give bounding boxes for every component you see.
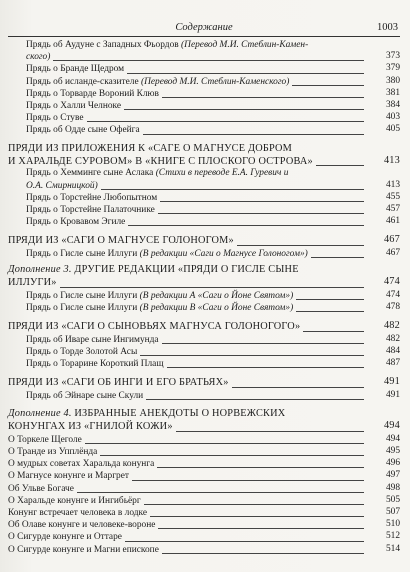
toc-entry[interactable] [8, 470, 400, 482]
toc-entry[interactable] [8, 290, 400, 302]
toc-entry[interactable] [8, 483, 400, 495]
toc-entry[interactable] [8, 434, 400, 446]
toc-entry[interactable] [8, 358, 400, 370]
toc-page: 405 [385, 124, 400, 135]
toc-entry-title: Прядь об Одде сыне Офейга [26, 125, 140, 136]
page-number: 1003 [377, 22, 398, 33]
toc-entry[interactable] [8, 446, 400, 458]
toc-entry-title: О Магнусе конунге и Маргрет [8, 471, 129, 482]
toc-entry[interactable] [8, 216, 400, 228]
toc-entry[interactable] [8, 40, 400, 51]
toc-page: 482 [385, 333, 400, 344]
toc-page: 496 [385, 458, 400, 469]
page-header [8, 0, 400, 38]
toc-entry-title: Прядь о Гисле сыне Иллуги [26, 248, 138, 259]
toc-page: 510 [385, 519, 400, 530]
toc-entry[interactable] [8, 507, 400, 519]
toc-entry[interactable] [8, 302, 400, 314]
toc-page: 381 [385, 87, 400, 98]
toc-page: 467 [385, 247, 400, 258]
toc-entry[interactable] [8, 531, 400, 543]
toc-entry-note: (В редакции «Саги о Магнусе Голоногом») [139, 248, 308, 259]
section-heading-line: ИЗБРАННЫЕ АНЕКДОТЫ О НОРВЕЖСКИХ [74, 407, 286, 419]
toc-entry[interactable] [8, 124, 400, 136]
toc-entry[interactable] [8, 76, 400, 88]
toc-entry[interactable] [8, 112, 400, 124]
toc-entry[interactable] [8, 204, 400, 216]
toc-entry-title: Об Ульве Богаче [8, 483, 74, 494]
toc-page: 487 [385, 358, 400, 369]
toc-entry[interactable] [8, 248, 400, 260]
toc-entry[interactable] [8, 458, 400, 470]
header-rule [8, 36, 400, 37]
toc-entry-note-cont: ского) [26, 52, 51, 63]
toc-page: 467 [383, 234, 400, 246]
section-heading-line: И ХАРАЛЬДЕ СУРОВОМ» В «КНИГЕ С ПЛОСКОГО ОСТРОВА» [8, 156, 313, 168]
toc-page: 498 [385, 482, 400, 493]
toc-entry-note: (В редакции А «Саги о Йоне Святом») [139, 290, 294, 301]
toc-entry-note: (Перевод М.И. Стеблин-Каменского) [140, 76, 290, 87]
toc-page: 413 [383, 155, 400, 167]
toc-entry-title: Прядь о Стуве [26, 113, 84, 124]
toc-entry-line [26, 40, 400, 51]
table-of-contents [8, 40, 400, 556]
running-head-title: Содержание [175, 22, 233, 33]
section-heading[interactable] [8, 376, 400, 389]
toc-page: 514 [385, 543, 400, 554]
toc-entry[interactable] [8, 519, 400, 531]
toc-entry-title: Прядь об исланде-сказителе [26, 76, 139, 87]
toc-entry-title: Прядь об Эйнаре сыне Скули [26, 390, 144, 401]
toc-entry[interactable] [8, 192, 400, 204]
toc-entry-title: Прядь о Гисле сыне Иллуги [26, 303, 138, 314]
toc-entry-title: Прядь о Торарине Короткий Плащ [26, 359, 164, 370]
toc-entry-note-cont: О.А. Смирницкой) [26, 180, 98, 191]
toc-entry-title: Прядь о Халли Челноке [26, 101, 122, 112]
toc-entry-title: Прядь о Бранде Щедром [26, 64, 125, 75]
toc-entry[interactable] [8, 544, 400, 556]
toc-page: 384 [385, 100, 400, 111]
toc-page: 491 [385, 389, 400, 400]
toc-page: 474 [385, 289, 400, 300]
toc-page: 494 [385, 433, 400, 444]
toc-entry-title: Прядь об Аудуне с Западных Фьордов [26, 40, 182, 50]
toc-page: 373 [385, 51, 400, 62]
toc-entry-title: Прядь об Иваре сыне Ингимунда [26, 334, 159, 345]
toc-page: 484 [385, 345, 400, 356]
toc-page: 507 [385, 506, 400, 517]
toc-entry-note: (Перевод М.И. Стеблин-Камен- [181, 40, 309, 50]
toc-entry-title: Конунг встречает человека в лодке [8, 507, 148, 518]
toc-entry-title: Прядь о Хемминге сыне Аслака [26, 168, 154, 179]
toc-entry-title: Об Олаве конунге и человеке-вороне [8, 520, 156, 531]
toc-entry[interactable] [8, 63, 400, 75]
toc-page: 478 [385, 302, 400, 313]
toc-entry-title: Прядь о Торстейне Палаточнике [26, 205, 155, 216]
section-heading-line: ДРУГИЕ РЕДАКЦИИ «ПРЯДИ О ГИСЛЕ СЫНЕ [74, 264, 299, 276]
toc-entry-title: О Торкеле Щеголе [8, 434, 82, 445]
toc-entry[interactable] [8, 168, 400, 179]
toc-page: 457 [385, 204, 400, 215]
section-heading-line: ПРЯДИ ИЗ «САГИ О СЫНОВЬЯХ МАГНУСА ГОЛОНОГОГО» [8, 321, 301, 333]
toc-page: 495 [385, 445, 400, 456]
toc-page: 474 [383, 276, 400, 288]
section-heading[interactable] [8, 234, 400, 247]
toc-page: 497 [385, 470, 400, 481]
section-heading-line: ИЛЛУГИ» [8, 277, 57, 289]
toc-page: 491 [383, 376, 400, 388]
section-heading-line: ПРЯДИ ИЗ «САГИ ОБ ИНГИ И ЕГО БРАТЬЯХ» [8, 377, 229, 389]
toc-entry-note: (Стихи в переводе Е.А. Гуревич и [155, 168, 289, 179]
toc-entry[interactable] [8, 100, 400, 112]
toc-entry-title: О Сигурде конунге и Оттаре [8, 532, 122, 543]
toc-entry-title: Прядь о Кровавом Эгиле [26, 217, 126, 228]
section-heading[interactable] [8, 408, 400, 434]
toc-page: 379 [385, 63, 400, 74]
toc-page: 482 [383, 320, 400, 332]
toc-page: 403 [385, 112, 400, 123]
toc-entry-title: О Сигурде конунге и Магни епископе [8, 544, 159, 555]
toc-entry-title: О Транде из Упплёнда [8, 446, 98, 457]
toc-entry-note: (В редакции В «Саги о Йоне Святом») [139, 303, 294, 314]
section-heading-line: КОНУНГАХ ИЗ «ГНИЛОЙ КОЖИ» [8, 421, 173, 433]
toc-entry-title: Прядь о Гисле сыне Иллуги [26, 290, 138, 301]
toc-entry[interactable] [8, 346, 400, 358]
toc-entry-title: Прядь о Торварде Вороний Клюв [26, 88, 159, 99]
toc-entry[interactable] [8, 495, 400, 507]
toc-entry-wrap-first [26, 40, 308, 50]
toc-entry-title: Прядь о Торде Золотой Асы [26, 346, 138, 357]
toc-entry[interactable] [8, 51, 400, 63]
toc-entry-title: О мудрых советах Харальда конунга [8, 459, 155, 470]
section-heading[interactable] [8, 143, 400, 169]
toc-entry[interactable] [8, 88, 400, 100]
section-heading[interactable] [8, 264, 400, 290]
toc-entry[interactable] [8, 390, 400, 402]
section-heading-line: ПРЯДИ ИЗ ПРИЛОЖЕНИЯ К «САГЕ О МАГНУСЕ ДОБРОМ [8, 142, 293, 154]
toc-page: 494 [383, 420, 400, 432]
section-heading[interactable] [8, 320, 400, 333]
toc-entry-title: Прядь о Торстейне Любопытном [26, 192, 158, 203]
toc-entry[interactable] [8, 180, 400, 192]
toc-page: 413 [385, 179, 400, 190]
supplement-label: Дополнение 3. [8, 264, 72, 276]
section-heading-line: ПРЯДИ ИЗ «САГИ О МАГНУСЕ ГОЛОНОГОМ» [8, 235, 234, 247]
toc-page: 512 [385, 531, 400, 542]
toc-entry-title: О Харальде конунге и Ингибьёрг [8, 495, 141, 506]
toc-page: 380 [385, 75, 400, 86]
toc-page: 455 [385, 191, 400, 202]
toc-page: 461 [385, 216, 400, 227]
toc-entry[interactable] [8, 334, 400, 346]
supplement-label: Дополнение 4. [8, 407, 72, 419]
toc-page: 505 [385, 494, 400, 505]
